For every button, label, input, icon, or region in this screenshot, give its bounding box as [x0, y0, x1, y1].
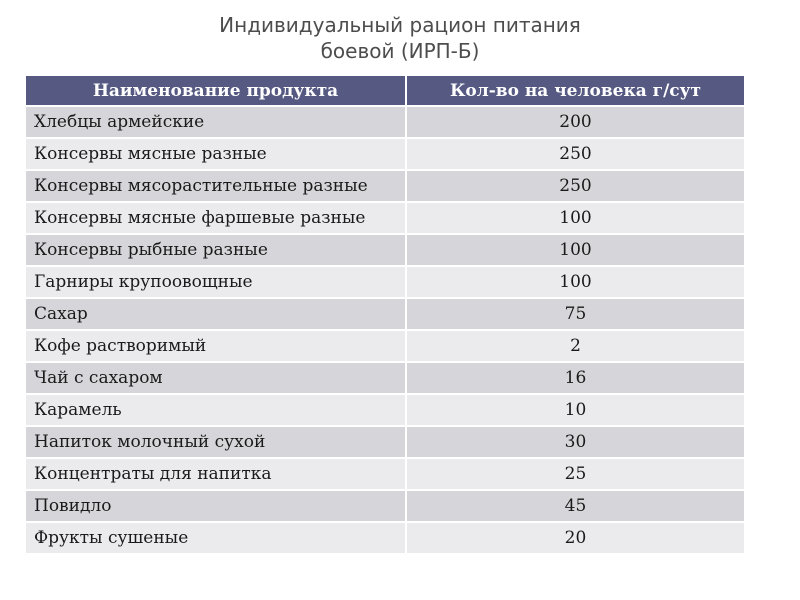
table-row: [26, 297, 744, 329]
quantity-cell: 30: [407, 425, 744, 457]
quantity-cell: 25: [407, 457, 744, 489]
quantity-cell: 16: [407, 361, 744, 393]
quantity-cell: 200: [407, 105, 744, 137]
product-name-cell: Сахар: [26, 297, 407, 329]
table-row: [26, 105, 744, 137]
product-name-cell: Консервы рыбные разные: [26, 233, 407, 265]
table-row: [26, 425, 744, 457]
quantity-cell: 250: [407, 137, 744, 169]
quantity-cell: 10: [407, 393, 744, 425]
product-name-cell: Карамель: [26, 393, 407, 425]
title-line-2: боевой (ИРП-Б): [320, 39, 480, 63]
product-name-cell: Кофе растворимый: [26, 329, 407, 361]
quantity-cell: 45: [407, 489, 744, 521]
product-name-cell: Гарниры крупоовощные: [26, 265, 407, 297]
table-row: [26, 137, 744, 169]
product-name-cell: Концентраты для напитка: [26, 457, 407, 489]
quantity-cell: 100: [407, 201, 744, 233]
quantity-cell: 75: [407, 297, 744, 329]
table-row: [26, 393, 744, 425]
table-row: [26, 201, 744, 233]
product-name-cell: Чай с сахаром: [26, 361, 407, 393]
ration-table: [26, 76, 744, 553]
quantity-cell: 250: [407, 169, 744, 201]
quantity-cell: 20: [407, 521, 744, 553]
table-row: [26, 233, 744, 265]
product-name-cell: Напиток молочный сухой: [26, 425, 407, 457]
table-header-row: [26, 76, 744, 105]
page-title: [0, 12, 800, 64]
header-quantity: Кол-во на человека г/сут: [407, 76, 744, 105]
table-row: [26, 361, 744, 393]
product-name-cell: Консервы мясные фаршевые разные: [26, 201, 407, 233]
table-row: [26, 457, 744, 489]
table-row: [26, 329, 744, 361]
quantity-cell: 100: [407, 265, 744, 297]
product-name-cell: Фрукты сушеные: [26, 521, 407, 553]
table-row: [26, 489, 744, 521]
product-name-cell: Хлебцы армейские: [26, 105, 407, 137]
product-name-cell: Консервы мясные разные: [26, 137, 407, 169]
quantity-cell: 100: [407, 233, 744, 265]
table-row: [26, 169, 744, 201]
product-name-cell: Консервы мясорастительные разные: [26, 169, 407, 201]
quantity-cell: 2: [407, 329, 744, 361]
product-name-cell: Повидло: [26, 489, 407, 521]
title-line-1: Индивидуальный рацион питания: [219, 13, 581, 37]
table-row: [26, 521, 744, 553]
table-row: [26, 265, 744, 297]
header-product-name: Наименование продукта: [26, 76, 407, 105]
